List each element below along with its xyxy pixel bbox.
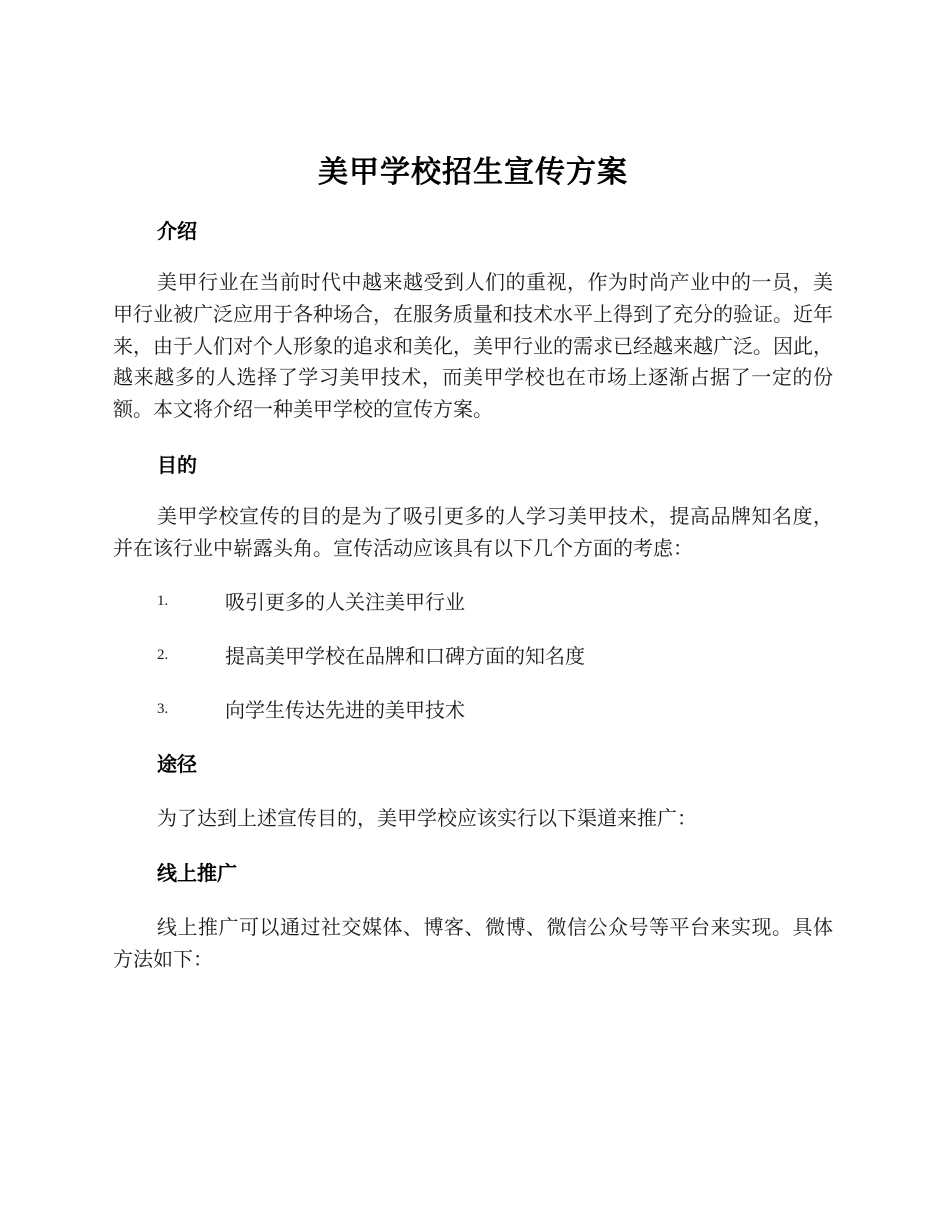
online-paragraph: 线上推广可以通过社交媒体、博客、微博、微信公众号等平台来实现。具体方法如下： bbox=[113, 915, 833, 972]
section-heading-online: 线上推广 bbox=[157, 861, 237, 886]
list-item-text: 提高美甲学校在品牌和口碑方面的知名度 bbox=[225, 643, 585, 668]
list-item-number: 1. bbox=[157, 593, 169, 610]
document-content bbox=[113, 150, 833, 976]
list-item bbox=[113, 695, 833, 725]
list-item-text: 吸引更多的人关注美甲行业 bbox=[225, 589, 465, 614]
list-item-number: 3. bbox=[157, 701, 169, 718]
intro-paragraph: 美甲行业在当前时代中越来越受到人们的重视，作为时尚产业中的一员，美甲行业被广泛应用于各种场合，在服务质量和技术水平上得到了充分的验证。近年来，由于人们对个人形象的追求和美化，美甲行业的需求已经越来越广泛。因此，越来越多的人选择了学习美甲技术，而美甲学校也在市场上逐渐占据了一定的份额。本文将介绍一种美甲学校的宣传方案。 bbox=[113, 270, 833, 422]
document-title: 美甲学校招生宣传方案 bbox=[318, 155, 628, 190]
purpose-paragraph: 美甲学校宣传的目的是为了吸引更多的人学习美甲技术，提高品牌知名度，并在该行业中崭露头角。宣传活动应该具有以下几个方面的考虑： bbox=[113, 503, 833, 560]
channels-paragraph: 为了达到上述宣传目的，美甲学校应该实行以下渠道来推广： bbox=[157, 805, 697, 830]
section-heading-channels: 途径 bbox=[157, 751, 197, 776]
section-heading-purpose: 目的 bbox=[157, 452, 197, 477]
section-heading-intro: 介绍 bbox=[157, 219, 197, 243]
list-item bbox=[113, 587, 833, 617]
list-item-text: 向学生传达先进的美甲技术 bbox=[225, 697, 465, 722]
list-item bbox=[113, 641, 833, 671]
list-item-number: 2. bbox=[157, 647, 169, 664]
